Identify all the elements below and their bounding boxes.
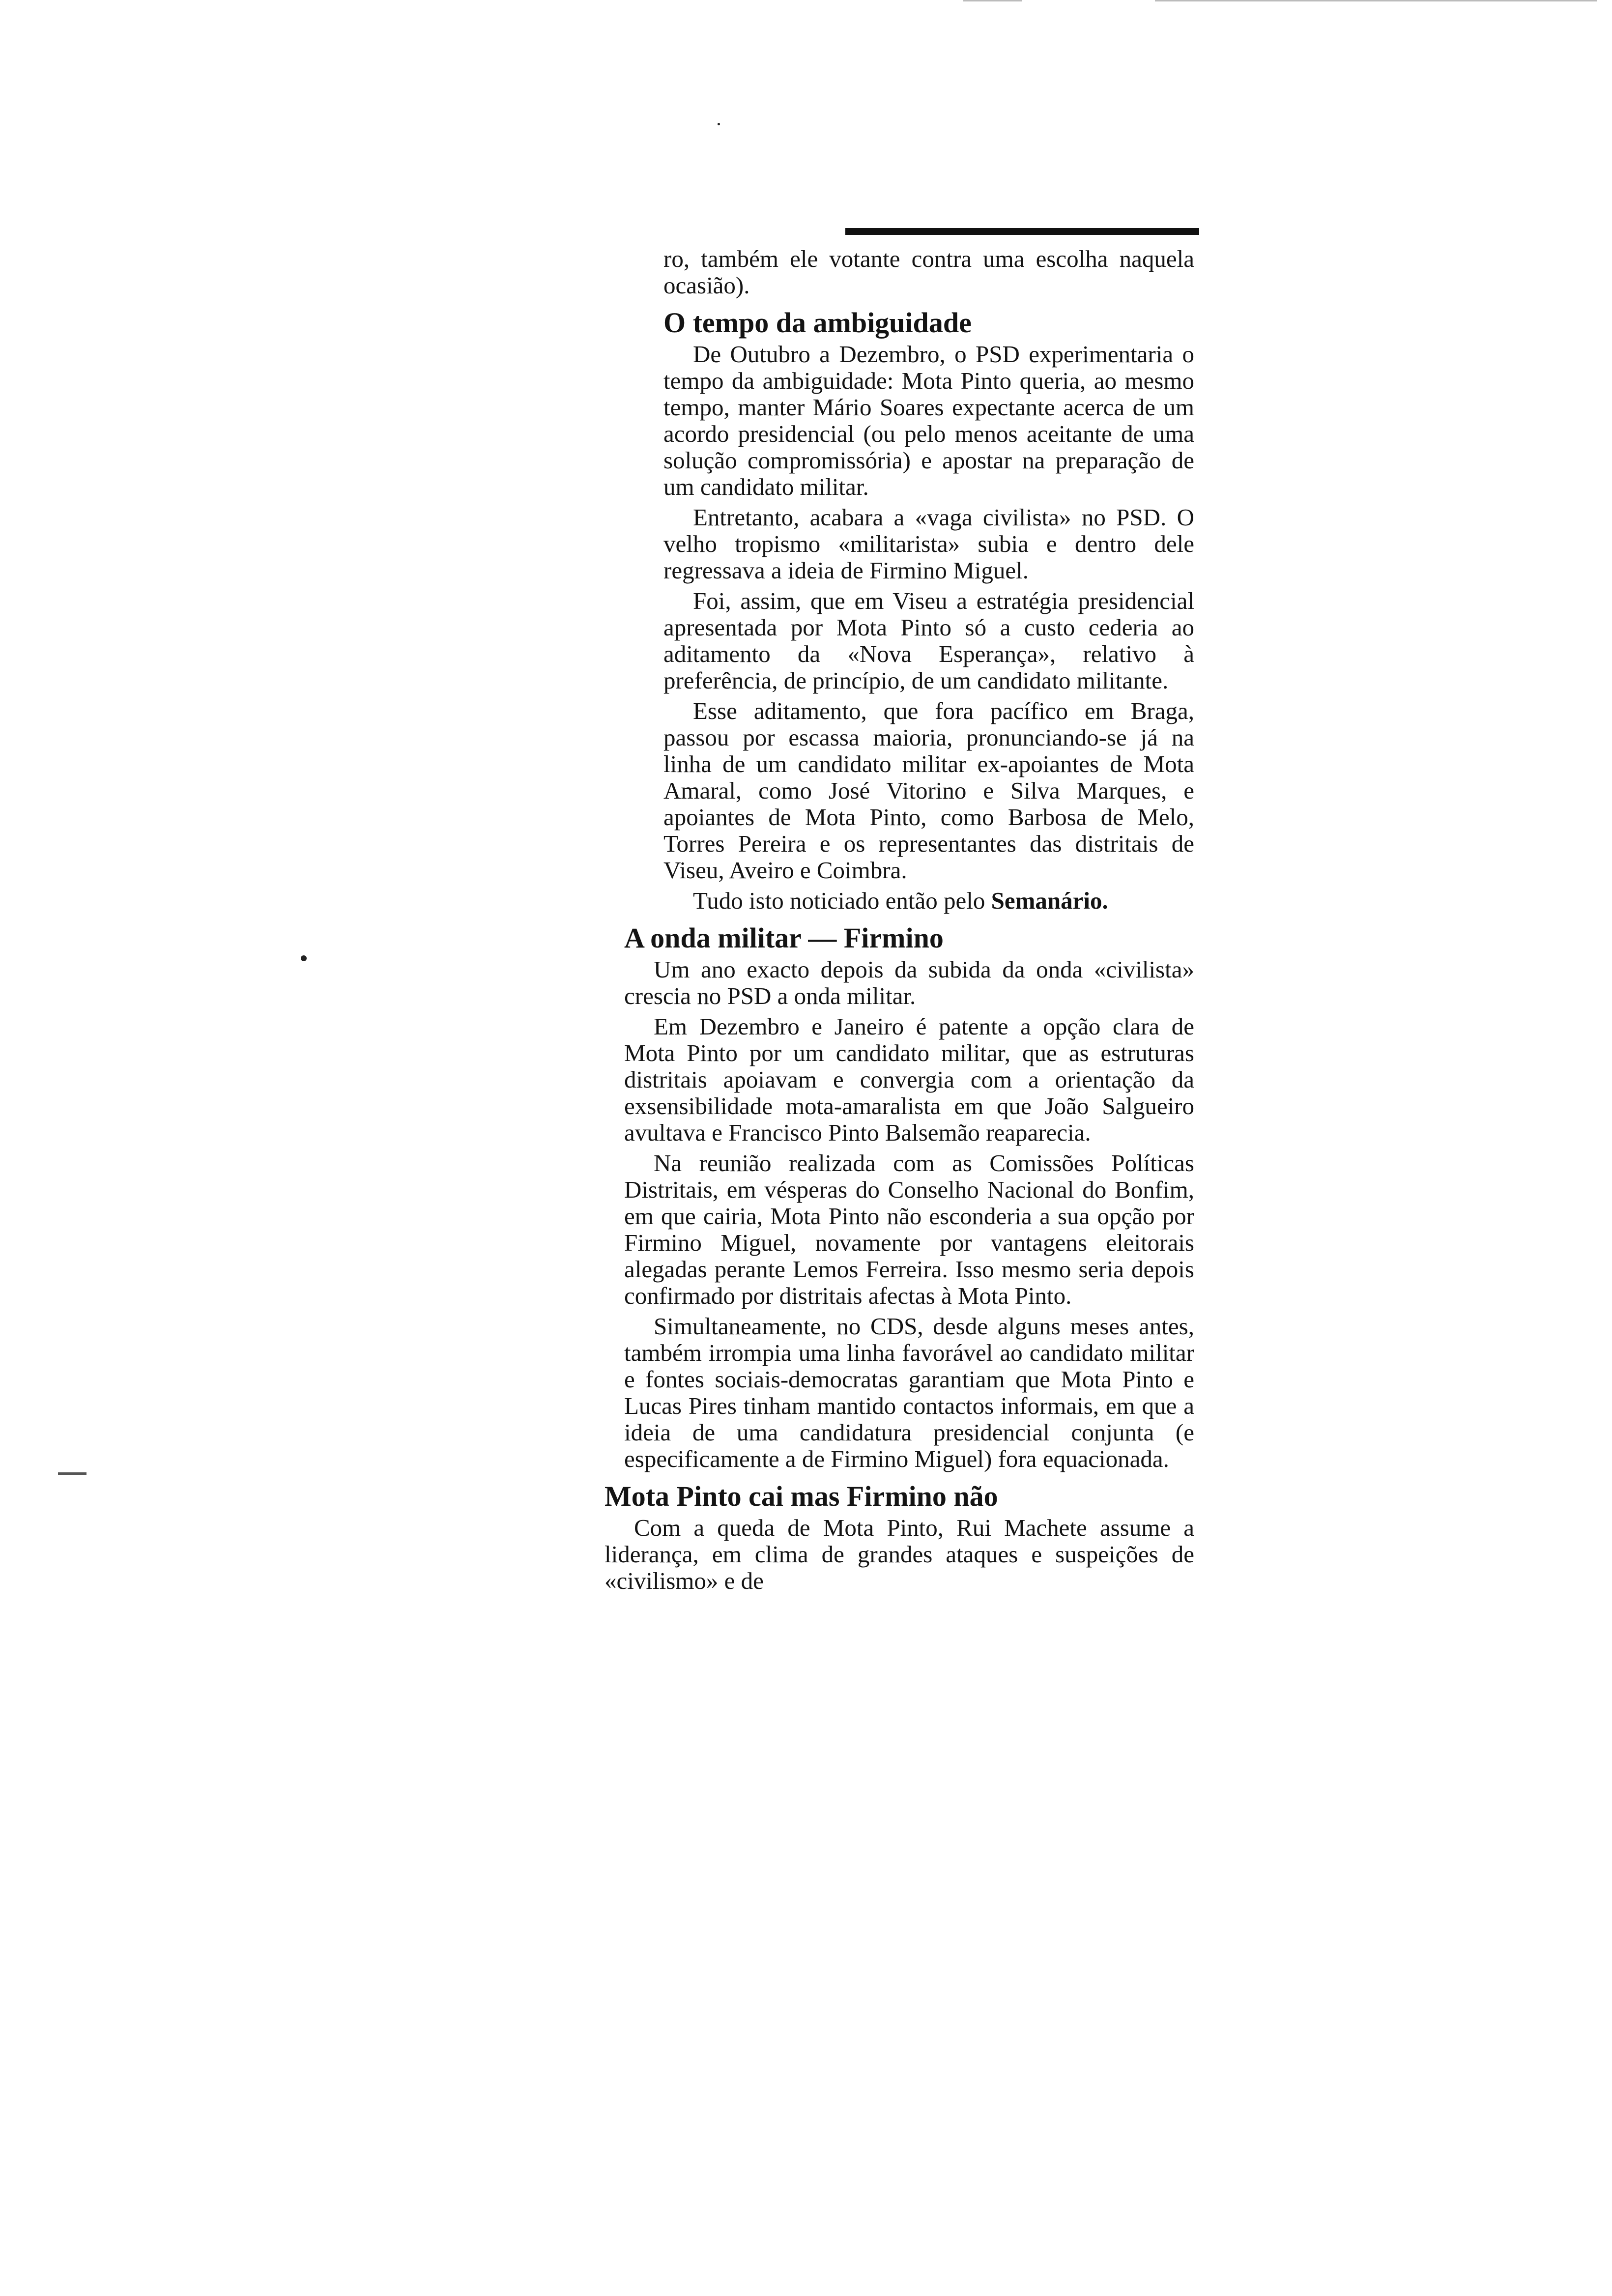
publication-name: Semanário. xyxy=(991,887,1108,914)
paragraph: De Outubro a Dezembro, o PSD experimentaria o tempo da ambiguidade: Mota Pinto queria, ao mesmo tempo, manter Mário Soares expectante acerca de um acordo presidencial (ou pelo menos aceitante de uma solução compromissória) e apostar na preparação de um candidato militar. xyxy=(663,341,1194,500)
paragraph: Em Dezembro e Janeiro é patente a opção clara de Mota Pinto por um candidato militar, que as estruturas distritais apoiavam e convergia com a orientação da exsensibilidade mota-amaralista em que João Salgueiro avultava e Francisco Pinto Balsemão reaparecia. xyxy=(624,1013,1194,1146)
paragraph-closing xyxy=(663,888,1194,914)
section-heading: O tempo da ambiguidade xyxy=(663,307,972,339)
paragraph: Na reunião realizada com as Comissões Políticas Distritais, em vésperas do Conselho Nacional do Bonfim, em que cairia, Mota Pinto não esconderia a sua opção por Firmino Miguel, novamente por vantagens eleitorais alegadas perante Lemos Ferreira. Isso mesmo seria depois confirmado por distritais afectas à Mota Pinto. xyxy=(624,1149,1194,1309)
section-heading: Mota Pinto cai mas Firmino não xyxy=(604,1480,998,1512)
article-intro: ro, também ele votante contra uma escolha naquela ocasião). xyxy=(663,245,1194,299)
section-heading: A onda militar — Firmino xyxy=(624,922,944,954)
article-column xyxy=(604,246,1194,1594)
print-speck xyxy=(301,955,307,961)
print-speck xyxy=(718,123,720,125)
paragraph: Entretanto, acabara a «vaga civilista» no PSD. O velho tropismo «militarista» subia e dentro dele regressava a ideia de Firmino Miguel. xyxy=(663,504,1194,584)
paragraph: Esse aditamento, que fora pacífico em Braga, passou por escassa maioria, pronunciando-se já na linha de um candidato militar ex-apoiantes de Mota Amaral, como José Vitorino e Silva Marques, e apoiantes de Mota Pinto, como Barbosa de Melo, Torres Pereira e os representantes das distritais de Viseu, Aveiro e Coimbra. xyxy=(663,697,1194,884)
paragraph: Um ano exacto depois da subida da onda «civilista» crescia no PSD a onda militar. xyxy=(624,956,1194,1009)
scan-edge-line xyxy=(963,0,1022,1)
section-mota-pinto-cai xyxy=(604,1480,1194,1594)
margin-dash xyxy=(58,1472,86,1475)
scan-edge-line xyxy=(1155,0,1597,1)
paragraph: Com a queda de Mota Pinto, Rui Machete assume a liderança, em clima de grandes ataques e suspeições de «civilismo» e de xyxy=(604,1514,1194,1594)
section-ambiguidade xyxy=(663,307,1194,914)
section-onda-militar xyxy=(624,922,1194,1472)
column-top-rule xyxy=(845,228,1199,235)
closing-text: Tudo isto noticiado então pelo xyxy=(693,887,991,914)
paragraph: Foi, assim, que em Viseu a estratégia presidencial apresentada por Mota Pinto só a custo cederia ao aditamento da «Nova Esperança», relativo à preferência, de princípio, de um candidato militante. xyxy=(663,587,1194,694)
paragraph: Simultaneamente, no CDS, desde alguns meses antes, também irrompia uma linha favorável ao candidato militar e fontes sociais-democratas garantiam que Mota Pinto e Lucas Pires tinham mantido contactos informais, em que a ideia de uma candidatura presidencial conjunta (e especificamente a de Firmino Miguel) fora equacionada. xyxy=(624,1313,1194,1472)
